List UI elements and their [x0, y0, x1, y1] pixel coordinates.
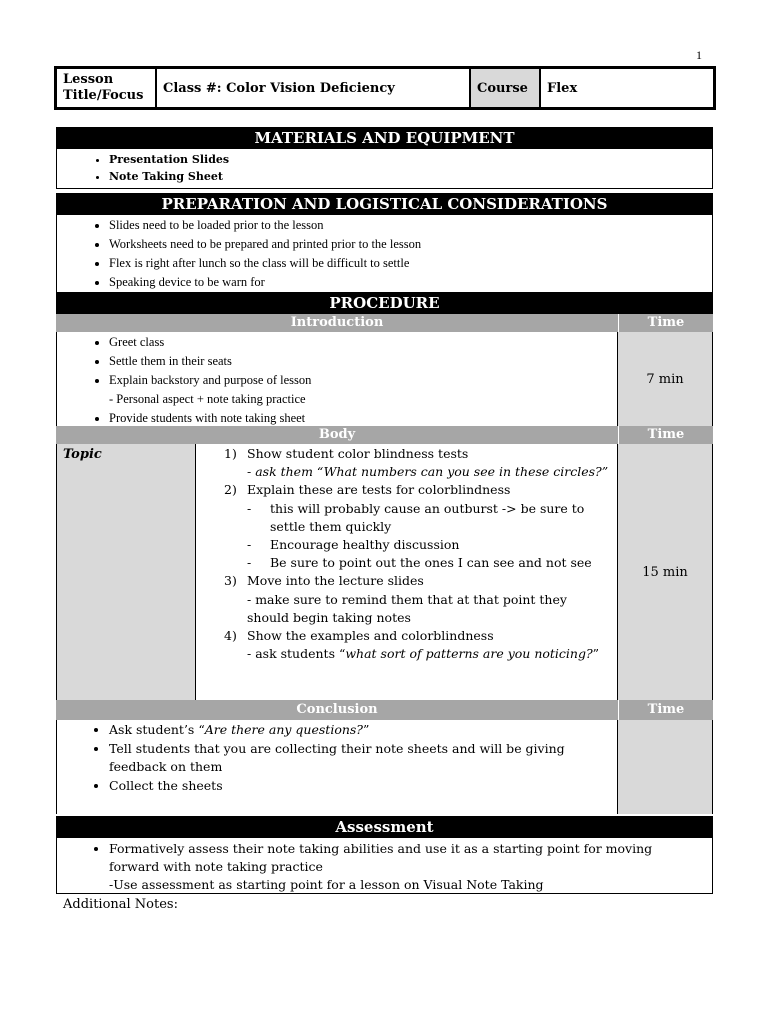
procedure-title: PROCEDURE — [56, 292, 713, 314]
step-2-dash-3: Be sure to point out the ones I can see and not see — [270, 555, 592, 571]
introduction-time: 7 min — [617, 332, 712, 426]
step-2-dash-2: Encourage healthy discussion — [270, 537, 460, 553]
topic-label: Topic — [57, 444, 196, 700]
list-item: • Note Taking Sheet — [109, 168, 712, 185]
step-2: Explain these are tests for colorblindness — [247, 482, 511, 498]
step-2-dash-1: this will probably cause an outburst -> be sure to — [270, 500, 585, 516]
procedure-section — [56, 292, 713, 814]
assessment-section — [56, 816, 713, 894]
lesson-header-table — [54, 66, 716, 110]
materials-title: MATERIALS AND EQUIPMENT — [56, 127, 713, 149]
assessment-subpoint: -Use assessment as starting point for a lesson on Visual Note Taking — [109, 877, 544, 892]
time-header: Time — [618, 700, 713, 720]
step-3: Move into the lecture slides — [247, 573, 424, 589]
intro-subpoint: - Personal aspect + note taking practice — [109, 392, 306, 406]
list-item: • Presentation Slides — [109, 151, 712, 168]
list-item: • Explain backstory and purpose of lesson — [109, 371, 617, 390]
list-item: • Formatively assess their note taking abilities and use it as a starting point for moving forward with note taking practice — [109, 840, 712, 876]
body-time: 15 min — [617, 444, 712, 700]
list-item: • Worksheets need to be prepared and printed prior to the lesson — [109, 235, 712, 254]
additional-notes-label: Additional Notes: — [63, 897, 178, 912]
list-item: • Greet class — [109, 333, 617, 352]
preparation-section — [56, 193, 713, 292]
list-item: • Collect the sheets — [109, 777, 617, 796]
list-item: • Tell students that you are collecting their note sheets and will be giving feedback on them — [109, 740, 617, 777]
course-value: Flex — [547, 80, 578, 96]
preparation-list — [57, 216, 712, 292]
materials-section — [56, 127, 713, 189]
lesson-title-label: Lesson Title/Focus — [57, 69, 157, 107]
body-row — [56, 444, 713, 700]
step-4: Show the examples and colorblindness — [247, 628, 494, 644]
step-1-sub: - ask them “What numbers can you see in these circles?” — [247, 464, 609, 480]
materials-list — [57, 151, 712, 185]
conclusion-time — [617, 720, 712, 814]
step-4-sub: - ask students “what sort of patterns are you noticing?” — [247, 646, 600, 662]
page-number: 1 — [696, 48, 702, 62]
list-item: • Flex is right after lunch so the class will be difficult to settle — [109, 254, 712, 273]
list-item: • Ask student’s “Are there any questions?” — [109, 721, 617, 740]
course-label: Course — [471, 69, 541, 107]
step-1: Show student color blindness tests — [247, 446, 469, 461]
preparation-title: PREPARATION AND LOGISTICAL CONSIDERATIONS — [56, 193, 713, 215]
list-item: • Provide students with note taking sheet — [109, 409, 617, 428]
step-3-sub: - make sure to remind them that at that point they — [247, 591, 567, 607]
introduction-header: Introduction Time — [56, 314, 713, 332]
conclusion-header: Conclusion Time — [56, 700, 713, 720]
time-header: Time — [618, 426, 713, 444]
class-title: Class #: Color Vision Deficiency — [157, 69, 471, 107]
conclusion-row — [56, 720, 713, 814]
introduction-row — [56, 332, 713, 426]
list-item: • Speaking device to be warn for — [109, 273, 712, 292]
list-item: • Settle them in their seats — [109, 352, 617, 371]
body-steps: 1) Show student color blindness tests - ask them “What numbers can you see in these circles?” 2) Explain these are tests for colorblindness - this will probably cause an outburst -> be sure to settle them quickly - Encourage healthy discussion - Be sure to point out the ones I can see and not see 3) Move into the lecture slides - make sure to remind them that at that point they should begin taking notes 4) Show the examples and colorblindness - ask students “what sort of patterns are you noticing?” — [196, 444, 617, 700]
body-header: Body Time — [56, 426, 713, 444]
list-item: • Slides need to be loaded prior to the lesson — [109, 216, 712, 235]
assessment-title: Assessment — [56, 816, 713, 838]
time-header: Time — [618, 314, 713, 332]
